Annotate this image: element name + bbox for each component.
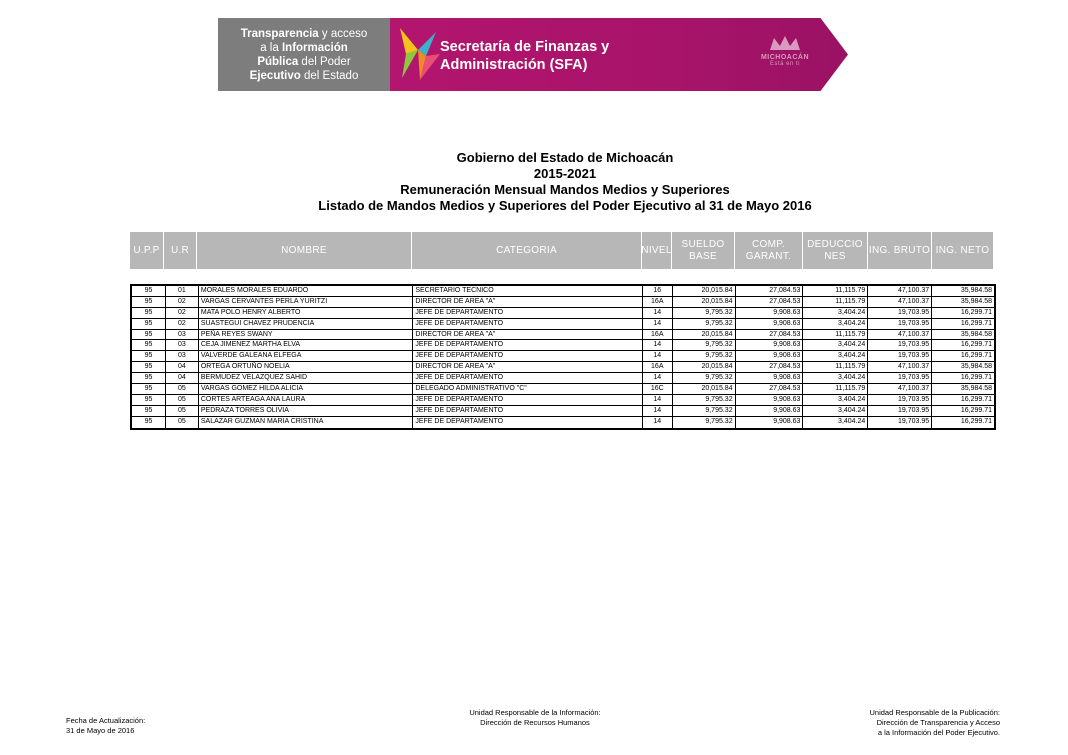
cell-bruto: 19,703.95: [868, 308, 932, 318]
cell-categoria: JEFE DE DEPARTAMENTO: [413, 351, 642, 361]
cell-ded: 3,404.24: [803, 395, 868, 405]
cell-comp: 27,084.53: [736, 384, 804, 394]
cell-neto: 16,299.71: [960, 319, 993, 327]
cell-comp: 9,908.63: [736, 406, 804, 416]
cell-comp: 27,084.53: [736, 286, 804, 296]
cell-upp: 95: [132, 417, 166, 428]
colorful-star-icon: [396, 24, 444, 84]
cell-nombre: ORTEGA ORTUÑO NOELIA: [199, 362, 413, 372]
table-row: [132, 395, 994, 406]
cell-ur: 03: [166, 330, 199, 340]
cell-ur: 01: [166, 286, 199, 296]
cell-nivel: 14: [643, 417, 673, 428]
cell-upp: 95: [132, 362, 166, 372]
cell-ur: 04: [166, 362, 199, 372]
transparency-logo: Transparencia y acceso a la Información Pública del Poder Ejecutivo del Estado: [218, 18, 390, 91]
cell-nombre: MATA POLO HENRY ALBERTO: [199, 308, 413, 318]
cell-ded: 3,404.24: [803, 406, 868, 416]
cell-nombre: VALVERDE GALEANA ELFEGA: [199, 351, 413, 361]
cell-ded: 11,115.79: [803, 286, 868, 296]
cell-sueldo: 20,015.84: [673, 330, 736, 340]
cell-bruto: 47,100.37: [868, 362, 932, 372]
cell-nombre: VARGAS GOMEZ HILDA ALICIA: [199, 384, 413, 394]
cell-categoria: DIRECTOR DE AREA "A": [413, 330, 642, 340]
cell-neto: 16,299.71: [960, 417, 993, 425]
cell-neto: 35,984.58: [960, 297, 993, 305]
michoacan-logo: MICHOACÁN Está en ti: [750, 34, 820, 67]
table-row: [132, 330, 994, 341]
cell-ur: 02: [166, 308, 199, 318]
cell-bruto: 19,703.95: [868, 406, 932, 416]
col-upp: U.P.P: [130, 232, 164, 269]
cell-comp: 9,908.63: [736, 351, 804, 361]
cell-nivel: 16A: [643, 297, 673, 307]
cell-categoria: DIRECTOR DE AREA "A": [413, 362, 642, 372]
cell-upp: 95: [132, 351, 166, 361]
cell-upp: 95: [132, 308, 166, 318]
heading-remuneration: Remuneración Mensual Mandos Medios y Superiores: [400, 182, 730, 197]
cell-categoria: JEFE DE DEPARTAMENTO: [413, 395, 642, 405]
cell-sueldo: 20,015.84: [673, 362, 736, 372]
cell-comp: 9,908.63: [736, 417, 804, 428]
cell-ded: 3,404.24: [803, 319, 868, 329]
cell-upp: 95: [132, 330, 166, 340]
cell-ded: 3,404.24: [803, 373, 868, 383]
cell-categoria: DELEGADO ADMINISTRATIVO "C": [413, 384, 642, 394]
cell-nombre: BERMUDEZ VELAZQUEZ SAHID: [199, 373, 413, 383]
cell-nombre: SALAZAR GUZMAN MARIA CRISTINA: [199, 417, 413, 428]
table-row: [132, 406, 994, 417]
cell-nivel: 16A: [643, 330, 673, 340]
col-deducciones: DEDUCCIO NES: [803, 232, 868, 269]
cell-upp: 95: [132, 406, 166, 416]
cell-ur: 05: [166, 395, 199, 405]
document-headings: [260, 150, 870, 214]
table-row: [132, 362, 994, 373]
cell-ur: 05: [166, 384, 199, 394]
cell-ur: 05: [166, 406, 199, 416]
table-header: [130, 232, 996, 269]
remuneration-table: [130, 284, 996, 430]
cell-bruto: 19,703.95: [868, 395, 932, 405]
table-row: [132, 373, 994, 384]
cell-bruto: 19,703.95: [868, 417, 932, 428]
cell-categoria: JEFE DE DEPARTAMENTO: [413, 417, 642, 428]
cell-categoria: JEFE DE DEPARTAMENTO: [413, 406, 642, 416]
cell-upp: 95: [132, 373, 166, 383]
cell-ur: 03: [166, 351, 199, 361]
cell-neto: 16,299.71: [960, 374, 993, 382]
table-row: [132, 319, 994, 330]
cell-upp: 95: [132, 340, 166, 350]
table-row: [132, 351, 994, 362]
cell-ur: 03: [166, 340, 199, 350]
table-row: [132, 308, 994, 319]
table-row: [132, 297, 994, 308]
cell-nivel: 14: [643, 406, 673, 416]
cell-ur: 04: [166, 373, 199, 383]
cell-neto: 16,299.71: [960, 341, 993, 349]
col-sueldo-base: SUELDO BASE: [672, 232, 735, 269]
footer-publication-unit: Unidad Responsable de la Publicación: Dirección de Transparencia y Acceso a la Información del Poder Ejecutivo.: [869, 708, 1000, 737]
cell-nivel: 14: [643, 395, 673, 405]
table-row: [132, 286, 994, 297]
cell-nivel: 14: [643, 351, 673, 361]
cell-comp: 9,908.63: [736, 308, 804, 318]
cell-nivel: 14: [643, 340, 673, 350]
cell-sueldo: 9,795.32: [673, 319, 736, 329]
cell-nombre: SUASTEGUI CHAVEZ PRUDENCIA: [199, 319, 413, 329]
cell-ur: 02: [166, 319, 199, 329]
cell-categoria: JEFE DE DEPARTAMENTO: [413, 373, 642, 383]
footer-update-date: Fecha de Actualización: 31 de Mayo de 2016: [66, 716, 146, 735]
cell-categoria: JEFE DE DEPARTAMENTO: [413, 319, 642, 329]
cell-ded: 11,115.79: [803, 384, 868, 394]
cell-ded: 3,404.24: [803, 340, 868, 350]
cell-categoria: JEFE DE DEPARTAMENTO: [413, 340, 642, 350]
cell-bruto: 47,100.37: [868, 384, 932, 394]
cell-comp: 27,084.53: [736, 297, 804, 307]
cell-categoria: DIRECTOR DE AREA "A": [413, 297, 642, 307]
cell-ur: 02: [166, 297, 199, 307]
cell-upp: 95: [132, 297, 166, 307]
cell-nivel: 14: [643, 319, 673, 329]
cell-nivel: 16C: [643, 384, 673, 394]
cell-sueldo: 9,795.32: [673, 373, 736, 383]
cell-neto: 16,299.71: [960, 352, 993, 360]
cell-nombre: VARGAS CERVANTES PERLA YURITZI: [199, 297, 413, 307]
cell-sueldo: 20,015.84: [673, 384, 736, 394]
cell-sueldo: 9,795.32: [673, 351, 736, 361]
cell-bruto: 19,703.95: [868, 340, 932, 350]
cell-nombre: PEÑA REYES SWANY: [199, 330, 413, 340]
crown-icon: [768, 34, 802, 52]
cell-ur: 05: [166, 417, 199, 428]
cell-ded: 3,404.24: [803, 417, 868, 428]
cell-ded: 3,404.24: [803, 351, 868, 361]
cell-nivel: 14: [643, 308, 673, 318]
cell-neto: 16,299.71: [960, 406, 993, 414]
table-row: [132, 340, 994, 351]
cell-sueldo: 20,015.84: [673, 286, 736, 296]
cell-categoria: JEFE DE DEPARTAMENTO: [413, 308, 642, 318]
cell-sueldo: 20,015.84: [673, 297, 736, 307]
cell-nombre: CORTES ARTEAGA ANA LAURA: [199, 395, 413, 405]
cell-bruto: 19,703.95: [868, 351, 932, 361]
col-categoria: CATEGORIA: [412, 232, 642, 269]
table-row: [132, 417, 994, 428]
table-row: [132, 384, 994, 395]
cell-bruto: 19,703.95: [868, 373, 932, 383]
col-comp-garant: COMP. GARANT.: [735, 232, 803, 269]
cell-nombre: CEJA JIMENEZ MARTHA ELVA: [199, 340, 413, 350]
cell-neto: 16,299.71: [960, 395, 993, 403]
sfa-title: Secretaría de Finanzas y Administración (SFA): [440, 39, 610, 73]
cell-sueldo: 9,795.32: [673, 395, 736, 405]
cell-ded: 11,115.79: [803, 330, 868, 340]
cell-upp: 95: [132, 319, 166, 329]
cell-bruto: 19,703.95: [868, 319, 932, 329]
cell-comp: 9,908.63: [736, 319, 804, 329]
cell-comp: 27,084.53: [736, 330, 804, 340]
cell-sueldo: 9,795.32: [673, 417, 736, 428]
header-banner: [218, 18, 848, 91]
cell-comp: 27,084.53: [736, 362, 804, 372]
heading-period: 2015-2021: [533, 166, 597, 181]
cell-sueldo: 9,795.32: [673, 340, 736, 350]
cell-ded: 3,404.24: [803, 308, 868, 318]
cell-neto: 35,984.58: [960, 330, 993, 338]
col-ing-bruto: ING. BRUTO: [868, 232, 932, 269]
cell-neto: 16,299.71: [960, 308, 993, 316]
cell-bruto: 47,100.37: [868, 330, 932, 340]
heading-government: Gobierno del Estado de Michoacán: [456, 150, 674, 165]
footer-info-unit: Unidad Responsable de la Información: Dirección de Recursos Humanos: [469, 708, 601, 727]
cell-comp: 9,908.63: [736, 340, 804, 350]
cell-nivel: 16: [643, 286, 673, 296]
cell-neto: 35,984.58: [960, 385, 993, 393]
cell-ded: 11,115.79: [803, 297, 868, 307]
cell-bruto: 47,100.37: [868, 286, 932, 296]
cell-comp: 9,908.63: [736, 373, 804, 383]
cell-nivel: 14: [643, 373, 673, 383]
cell-neto: 35,984.58: [960, 287, 993, 294]
cell-bruto: 47,100.37: [868, 297, 932, 307]
cell-sueldo: 9,795.32: [673, 406, 736, 416]
cell-categoria: SECRETARIO TECNICO: [413, 286, 642, 296]
cell-upp: 95: [132, 286, 166, 296]
cell-neto: 35,984.58: [960, 363, 993, 371]
cell-nombre: MORALES MORALES EDUARDO: [199, 286, 413, 296]
cell-sueldo: 9,795.32: [673, 308, 736, 318]
cell-ded: 11,115.79: [803, 362, 868, 372]
col-nombre: NOMBRE: [197, 232, 412, 269]
cell-nivel: 16A: [643, 362, 673, 372]
col-ing-neto: ING. NETO: [932, 232, 994, 269]
cell-upp: 95: [132, 384, 166, 394]
col-ur: U.R: [164, 232, 197, 269]
col-nivel: NIVEL: [642, 232, 672, 269]
cell-upp: 95: [132, 395, 166, 405]
heading-listing: Listado de Mandos Medios y Superiores del Poder Ejecutivo al 31 de Mayo 2016: [318, 198, 812, 213]
cell-comp: 9,908.63: [736, 395, 804, 405]
cell-nombre: PEDRAZA TORRES OLIVIA: [199, 406, 413, 416]
